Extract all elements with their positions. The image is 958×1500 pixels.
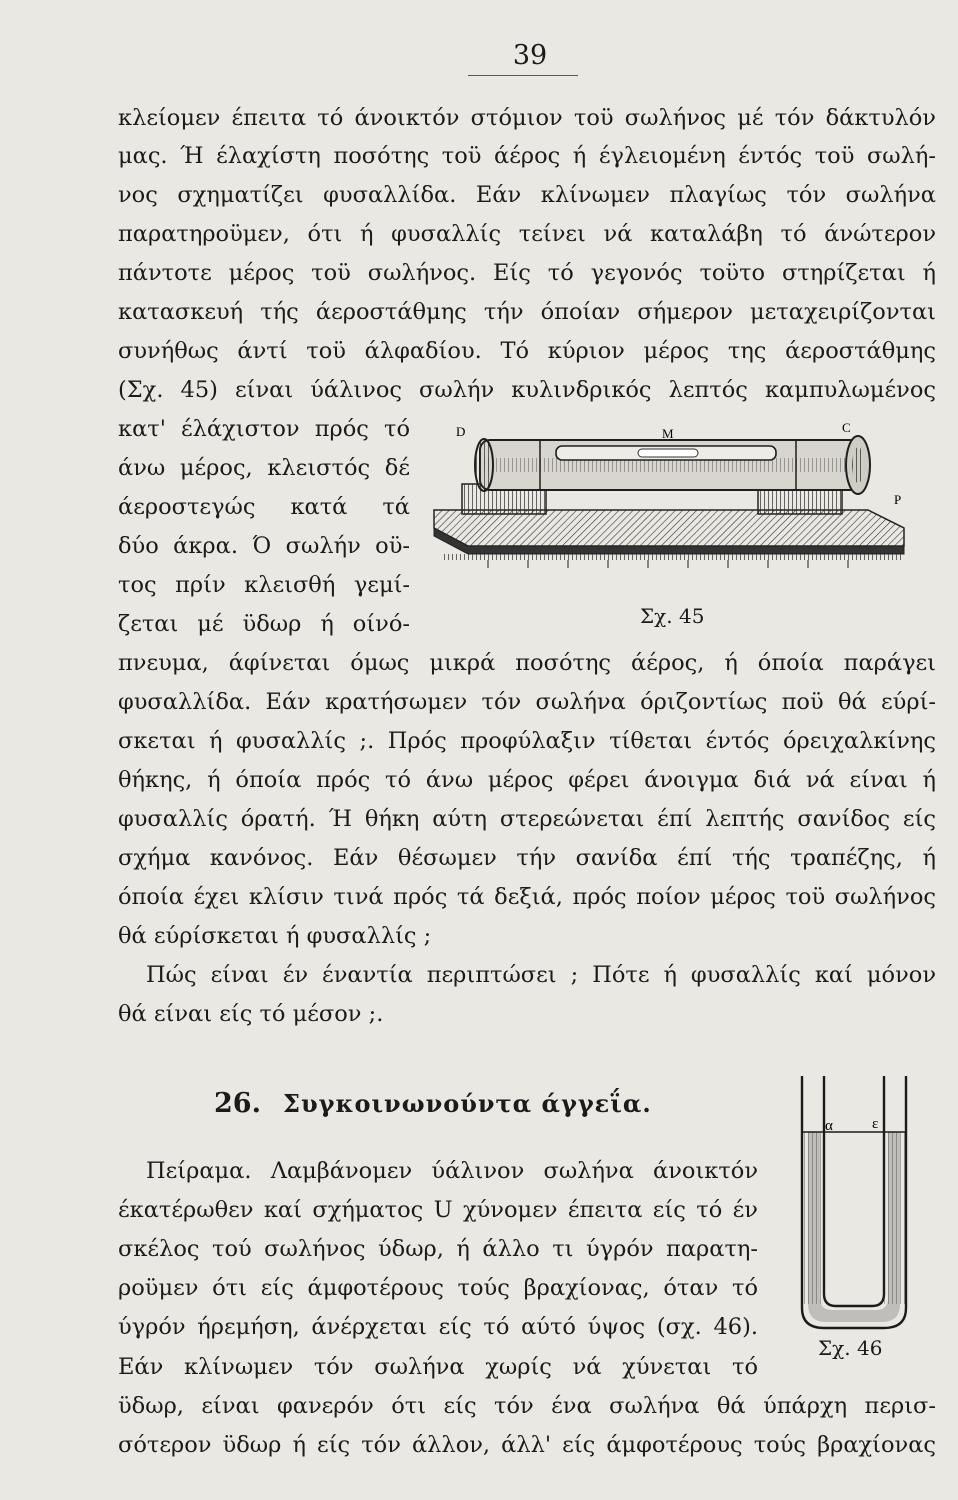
label-alpha: α: [825, 1118, 833, 1134]
wrap-text-line: τος πρίν κλεισθή γεμί-: [118, 572, 410, 598]
label-d: D: [456, 424, 466, 439]
text-line: (Σχ. 45) είναι ύάλινος σωλήν κυλινδρικός λεπτός καμπυλωμένος: [118, 377, 936, 403]
wrap-text-line: δύο άκρα. Ό σωλήν οϋ-: [118, 533, 410, 559]
text-line: θά εύρίσκεται ή φυσαλλίς ;: [118, 923, 432, 949]
text-line: Εάν κλίνωμεν τόν σωλήνα χωρίς νά χύνεται τό: [118, 1354, 758, 1380]
text-line: πνευμα, άφίνεται όμως μικρά ποσότης άέρος, ή όποία παράγει: [118, 650, 936, 676]
text-line: φυσαλλίδα. Εάν κρατήσωμεν τόν σωλήνα όριζοντίως ποϋ θά εύρί-: [118, 689, 936, 715]
figure-45-caption: Σχ. 45: [640, 604, 705, 628]
text-line: ύγρόν ήρεμήση, άνέρχεται είς τό αύτό ύψος (σχ. 46).: [118, 1314, 758, 1340]
text-line: παρατηροϋμεν, ότι ή φυσαλλίς τείνει νά καταλάβη τό άνώτερον: [118, 221, 936, 247]
label-epsilon: ε: [872, 1116, 879, 1132]
wrap-text-line: άνω μέρος, κλειστός δέ: [118, 455, 410, 481]
text-line: Πείραμα. Λαμβάνομεν ύάλινον σωλήνα άνοικτόν: [146, 1158, 758, 1184]
u-tube-illustration: [796, 1072, 908, 1332]
page-number: 39: [512, 40, 548, 71]
text-line: ροϋμεν ότι είς άμφοτέρους τούς βραχίονας, όταν τό: [118, 1275, 758, 1301]
label-m: M: [662, 426, 674, 441]
text-line: έκατέρωθεν καί σχήματος U χύνομεν έπειτα είς τό έν: [118, 1197, 758, 1223]
wrap-text-line: κατ' έλάχιστον πρός τό: [118, 416, 410, 442]
text-line: νος σχηματίζει φυσαλλίδα. Εάν κλίνωμεν πλαγίως τόν σωλήνα: [118, 182, 936, 208]
text-line: θήκης, ή όποία πρός τό άνω μέρος φέρει άνοιγμα διά νά είναι ή: [118, 767, 936, 793]
text-line: ϋδωρ, είναι φανερόν ότι είς τόν ένα σωλήνα θά ύπάρχη περισ-: [118, 1393, 936, 1419]
text-line: θά είναι είς τό μέσον ;.: [118, 1001, 384, 1027]
text-line: κλείομεν έπειτα τό άνοικτόν στόμιον τοϋ σωλήνος μέ τόν δάκτυλόν: [118, 105, 936, 131]
page-number-rule: [468, 75, 578, 76]
wrap-text-line: ζεται μέ ϋδωρ ή οίνό-: [118, 611, 410, 637]
wrap-text-line: άεροστεγώς κατά τά: [118, 494, 410, 520]
text-line: μας. Ή έλαχίστη ποσότης τοϋ άέρος ή έγλειομένη έντός τοϋ σωλή-: [118, 143, 936, 169]
text-line: συνήθως άντί τοϋ άλφαδίου. Τό κύριον μέρος της άεροστάθμης: [118, 338, 936, 364]
text-line: σκέλος τού σωλήνος ύδωρ, ή άλλο τι ύγρόν παρατη-: [118, 1236, 758, 1262]
text-line: Πώς είναι έν έναντία περιπτώσει ; Πότε ή φυσαλλίς καί μόνον: [146, 962, 936, 988]
label-p: P: [894, 492, 902, 507]
text-line: κατασκευή τής άεροστάθμης τήν όποίαν σήμερον μεταχειρίζονται: [118, 299, 936, 325]
text-line: φυσαλλίς όρατή. Ή θήκη αύτη στερεώνεται έπί λεπτής σανίδος είς: [118, 806, 936, 832]
section-title: Συγκοινωνούντα άγγεΐα.: [282, 1089, 652, 1118]
figure-46-caption: Σχ. 46: [818, 1336, 883, 1360]
section-heading: [214, 1088, 652, 1119]
text-line: πάντοτε μέρος τοϋ σωλήνος. Είς τό γεγονός τοϋτο στηρίζεται ή: [118, 260, 936, 286]
text-line: σότερον ϋδωρ ή είς τόν άλλον, άλλ' είς άμφοτέρους τούς βραχίονας: [118, 1432, 936, 1458]
text-line: σχήμα κανόνος. Εάν θέσωμεν τήν σανίδα έπί τής τραπέζης, ή: [118, 845, 936, 871]
label-c: C: [842, 420, 851, 435]
text-line: όποία έχει κλίσιν τινά πρός τά δεξιά, πρός ποίον μέρος τοϋ σωλήνος: [118, 884, 936, 910]
section-number: 26.: [214, 1088, 261, 1119]
text-line: σκεται ή φυσαλλίς ;. Πρός προφύλαξιν τίθεται έντός όρειχαλκίνης: [118, 728, 936, 754]
spirit-level-illustration: [428, 418, 934, 598]
